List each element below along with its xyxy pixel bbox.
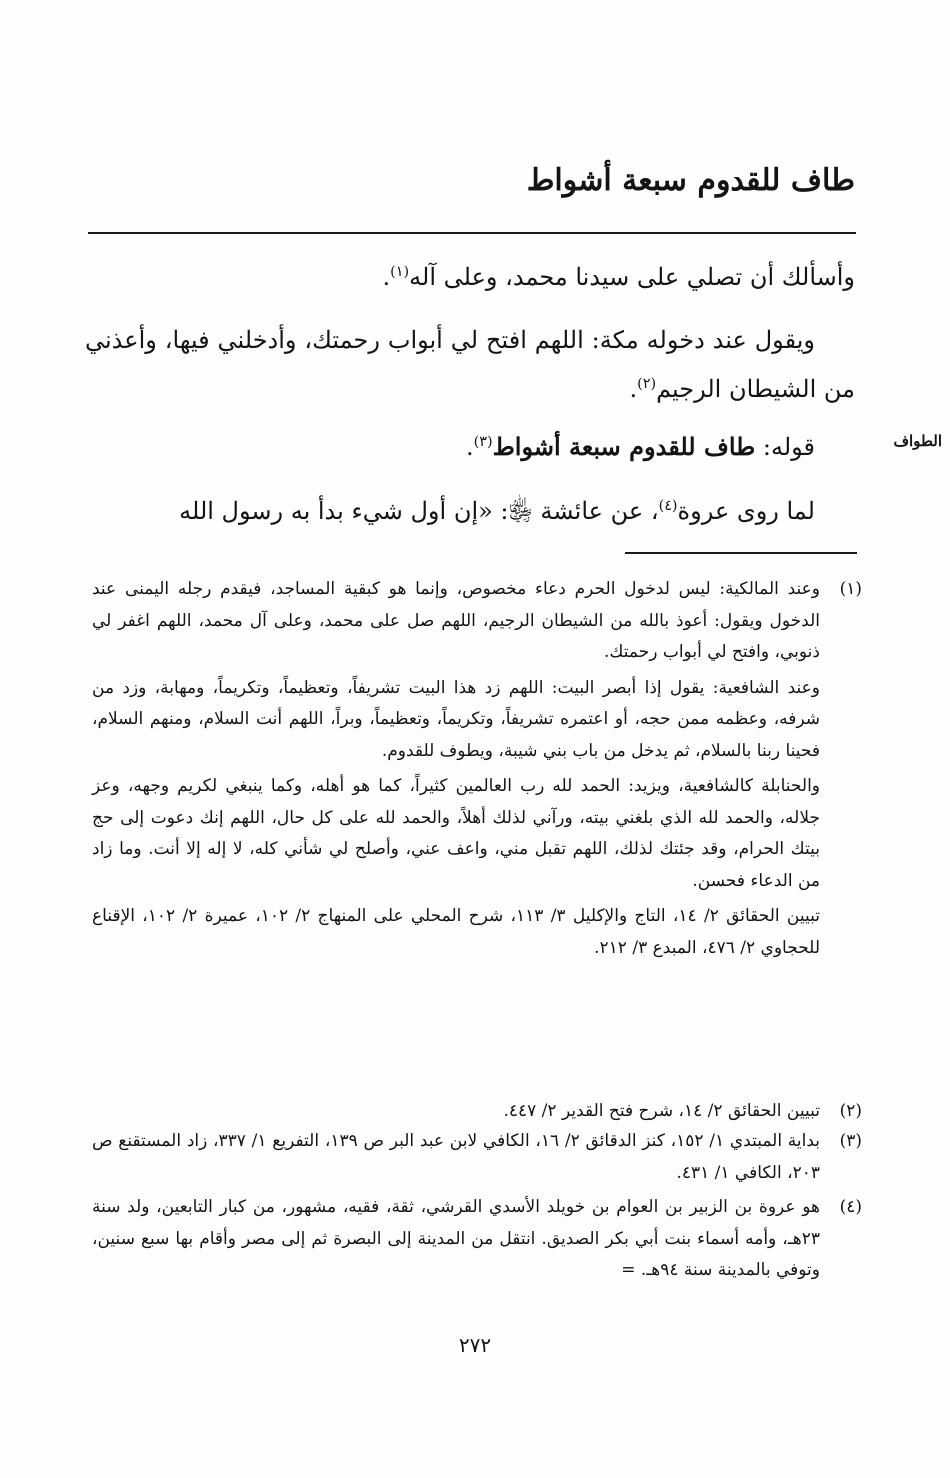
footnote-paragraph: تبيين الحقائق ٢/ ١٤، التاج والإكليل ٣/ ١١٣، شرح المحلي على المنهاج ٢/ ١٠٢، عميرة ٢/ ١٠٢، الإقناع للحجاوي ٢/ ٤٧٦، المبدع ٣/ ٢١٢. [92,906,820,958]
footnote-number: (٢) [839,1101,862,1121]
page-title: طاف للقدوم سبعة أشواط [526,163,855,198]
body-paragraph: لما روى عروة$^{(٤)}$، عن عائشة ﵂: «إن أول شيء بدأ به رسول الله [179,497,815,525]
footnote-ref: (٢) [637,376,657,392]
page-number: ٢٧٢ [458,1333,492,1357]
footnote-number: (٤) [839,1197,862,1217]
footnote-paragraph: والحنابلة كالشافعية، ويزيد: الحمد لله رب العالمين كثيراً، كما هو أهله، وكما ينبغي لكريم وجهه، وعز جلاله، والحمد لله الذي بلغني بيته، ورآني لذلك أهلاً، والحمد لله على كل حال، اللهم إنك دعوت إلى حج بيتك الحرام، وقد جئتك لذلك، اللهم تقبل مني، واعف عني، وأصلح لي شأني كله، لا إله إلا أنت. وما زاد من الدعاء فحسن. [92,776,820,891]
footnote-paragraph: تبيين الحقائق ٢/ ١٤، شرح فتح القدير ٢/ ٤٤٧. [503,1101,820,1121]
body-paragraph: قوله: طاف للقدوم سبعة أشواط$^{(٣)}$. [465,432,815,461]
footnote [92,1126,862,1193]
footnote-paragraph: وعند المالكية: ليس لدخول الحرم دعاء مخصوص، وإنما هو كبقية المساجد، فيقدم رجله اليمنى عند الدخول ويقول: أعوذ بالله من الشيطان الرجيم، اللهم صل على محمد، وعلى آل محمد، اللهم اغفر لي ذنوبي، وافتح لي أبواب رحمتك. [92,579,820,662]
footnote-paragraph: وعند الشافعية: يقول إذا أبصر البيت: اللهم زد هذا البيت تشريفاً، وتعظيماً، وتكريماً، ومهابة، وزد من شرفه، وعظمه ممن حجه، أو اعتمره تشريفاً، وتكريماً، وتعظيماً، وبراً، اللهم أنت السلام، ومنهم السلام، فحينا ربنا بالسلام، ثم يدخل من باب بني شيبة، ويطوف للقدوم. [92,677,820,761]
body-paragraph: وأسألك أن تصلي على سيدنا محمد، وعلى آله$^{(١)}$. [382,263,855,291]
footnote [92,1192,862,1291]
footnote-divider [625,552,857,554]
footnote-paragraph: بداية المبتدي ١/ ١٥٢، كنز الدقائق ٢/ ١٦، الكافي لابن عبد البر ص ١٣٩، التفريع ١/ ٣٣٧، زاد المستقنع ص ٢٠٣، الكافي ١/ ٤٣١. [92,1131,821,1183]
footnote-ref: (١) [390,264,410,280]
header-divider [88,232,856,234]
footnote-number: (٣) [839,1131,862,1151]
section-heading-inline: طاف للقدوم سبعة أشواط [492,432,756,461]
footnote-number: (١) [839,579,862,599]
footnote-ref: (٣) [473,434,493,450]
margin-note: الطواف [893,432,942,450]
footnote-paragraph: هو عروة بن الزبير بن العوام بن خويلد الأسدي القرشي، ثقة، فقيه، مشهور، من كبار التابعين، ولد سنة ٢٣هـ، وأمه أسماء بنت أبي بكر الصديق. انتقل من المدينة إلى البصرة ثم إلى مصر وأقام بها سبع سنين، وتوفي بالمدينة سنة ٩٤هـ. = [92,1197,820,1280]
footnote-ref: (٤) [658,498,678,514]
footnote [92,574,862,968]
body-paragraph: ويقول عند دخوله مكة: اللهم افتح لي أبواب رحمتك، وأدخلني فيها، وأعذني من الشيطان الرجيم$^{(٢)}$. [85,326,855,403]
